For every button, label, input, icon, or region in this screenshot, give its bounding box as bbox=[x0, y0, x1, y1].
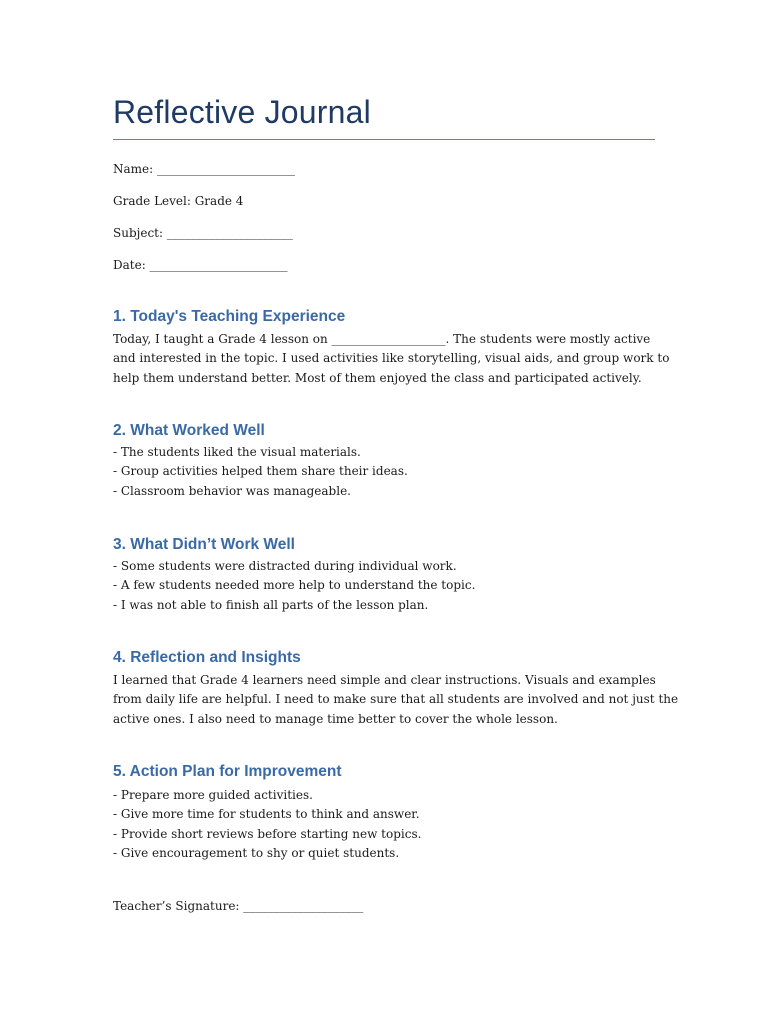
date-field: Date: _______________________ bbox=[113, 258, 288, 272]
paragraph-line: and interested in the topic. I used activities like storytelling, visual aids, and group work to bbox=[113, 351, 670, 366]
list-item: - Provide short reviews before starting new topics. bbox=[113, 826, 422, 841]
page-title: Reflective Journal bbox=[113, 94, 371, 130]
paragraph-line: active ones. I also need to manage time better to cover the whole lesson. bbox=[113, 711, 558, 726]
list-item: - Group activities helped them share their ideas. bbox=[113, 464, 408, 479]
list-item: - A few students needed more help to understand the topic. bbox=[113, 578, 476, 593]
list-item: - Prepare more guided activities. bbox=[113, 788, 313, 802]
name-field: Name: _______________________ bbox=[113, 162, 295, 176]
section-heading-action-plan: 5. Action Plan for Improvement bbox=[113, 763, 342, 780]
paragraph-line: help them understand better. Most of them enjoyed the class and participated actively. bbox=[113, 370, 642, 385]
section-heading-what-didnt-work-well: 3. What Didn’t Work Well bbox=[113, 536, 295, 553]
teacher-signature-field: Teacher’s Signature: ____________________ bbox=[113, 899, 364, 913]
paragraph-line: I learned that Grade 4 learners need simple and clear instructions. Visuals and examples bbox=[113, 673, 656, 687]
paragraph-line: Today, I taught a Grade 4 lesson on ___________________. The students were mostly active bbox=[113, 332, 651, 346]
grade-level-field: Grade Level: Grade 4 bbox=[113, 194, 244, 208]
list-what-worked-well bbox=[113, 443, 408, 501]
section-heading-what-worked-well: 2. What Worked Well bbox=[113, 422, 265, 439]
section-heading-teaching-experience: 1. Today's Teaching Experience bbox=[113, 308, 346, 325]
paragraph-line: from daily life are helpful. I need to make sure that all students are involved and not just the bbox=[113, 692, 679, 707]
list-item: - Give encouragement to shy or quiet students. bbox=[113, 845, 400, 860]
list-item: - The students liked the visual materials. bbox=[113, 445, 361, 459]
section-text-reflection-insights bbox=[113, 671, 679, 729]
list-action-plan bbox=[113, 786, 421, 863]
section-text-teaching-experience bbox=[113, 330, 670, 388]
list-item: - Give more time for students to think and answer. bbox=[113, 807, 420, 822]
section-heading-reflection-insights: 4. Reflection and Insights bbox=[113, 649, 301, 666]
list-item: - I was not able to finish all parts of the lesson plan. bbox=[113, 597, 429, 612]
title-divider bbox=[113, 139, 655, 140]
list-item: - Some students were distracted during individual work. bbox=[113, 559, 457, 573]
list-item: - Classroom behavior was manageable. bbox=[113, 483, 351, 498]
subject-field: Subject: _____________________ bbox=[113, 226, 293, 240]
list-what-didnt-work-well bbox=[113, 557, 475, 615]
